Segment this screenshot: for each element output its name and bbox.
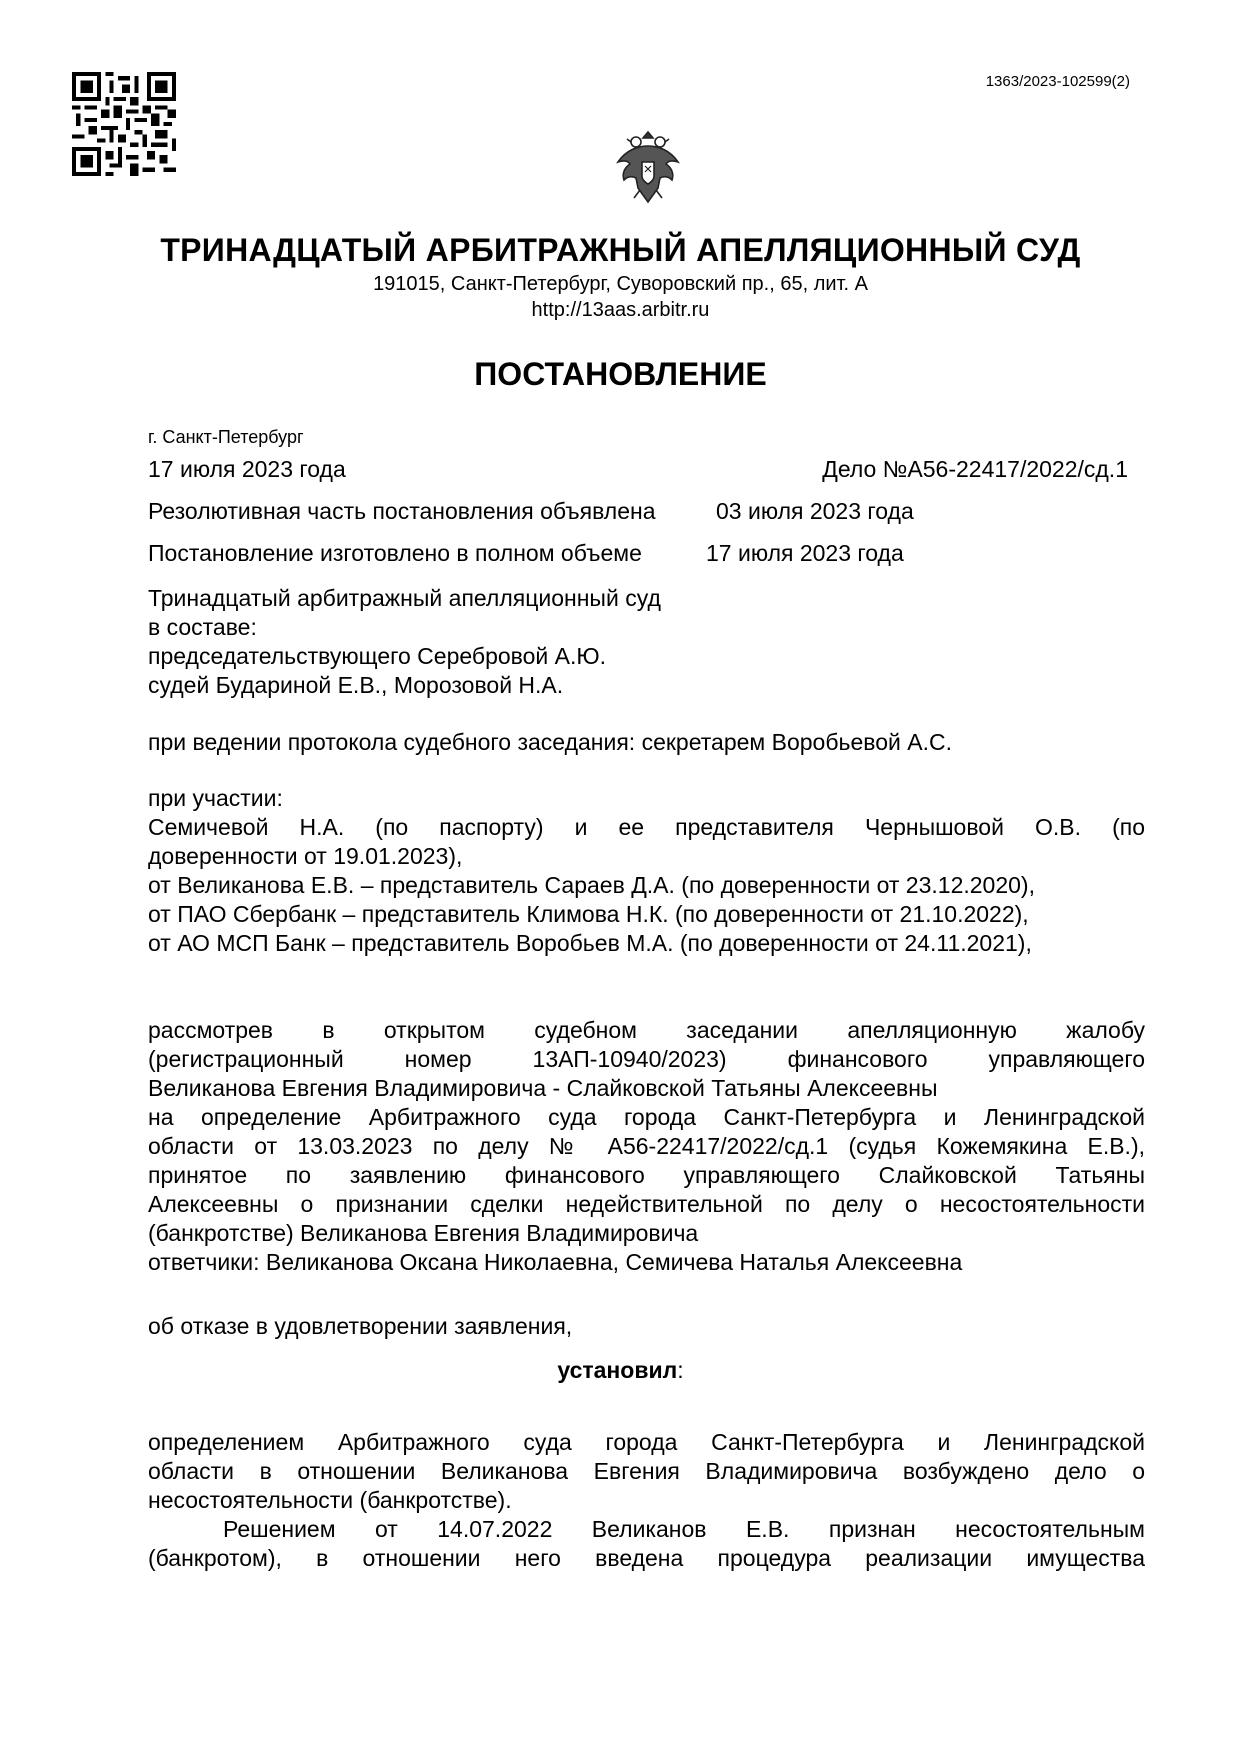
participation-line: от Великанова Е.В. – представитель Сараев Д.А. (по доверенности от 23.12.2020), xyxy=(148,872,1035,898)
participation-line: доверенности от 19.01.2023), xyxy=(148,843,463,869)
established-word: установил xyxy=(557,1357,678,1383)
document-id: 1363/2023-102599(2) xyxy=(985,73,1130,90)
secretary-line: при ведении протокола судебного заседания: секретарем Воробьевой А.С. xyxy=(148,729,952,755)
resolution-date: 03 июля 2023 года xyxy=(716,498,914,524)
body-block xyxy=(148,1428,1145,1573)
participation-line: от ПАО Сбербанк – представитель Климова Н.К. (по доверенности от 21.10.2022), xyxy=(148,901,1029,927)
refusal-line: об отказе в удовлетворении заявления, xyxy=(148,1313,573,1339)
established-colon: : xyxy=(677,1357,684,1383)
considered-line: рассмотрев в открытом судебном заседании апелляционную жалобу xyxy=(148,1017,1145,1043)
court-website: http://13aas.arbitr.ru xyxy=(531,299,710,321)
participation-line: от АО МСП Банк – представитель Воробьев М.А. (по доверенности от 24.11.2021), xyxy=(148,930,1032,956)
date-case-row xyxy=(148,456,1128,483)
court-name: ТРИНАДЦАТЫЙ АРБИТРАЖНЫЙ АПЕЛЛЯЦИОННЫЙ СУД xyxy=(160,232,1081,268)
considered-block xyxy=(148,1016,1145,1277)
city: г. Санкт-Петербург xyxy=(148,427,304,447)
body-line: несостоятельности (банкротстве). xyxy=(148,1487,512,1513)
considered-line: области от 13.03.2023 по делу № А56-22417/2022/сд.1 (судья Кожемякина Е.В.), xyxy=(148,1133,1145,1159)
document-date: 17 июля 2023 года xyxy=(148,456,346,482)
court-composition xyxy=(148,584,1145,700)
considered-line: на определение Арбитражного суда города Санкт-Петербурга и Ленинградской xyxy=(148,1104,1145,1130)
composition-line: Тринадцатый арбитражный апелляционный суд xyxy=(148,585,661,611)
composition-line: судей Будариной Е.В., Морозовой Н.А. xyxy=(148,672,564,698)
composition-line: председательствующего Серебровой А.Ю. xyxy=(148,643,607,669)
coat-of-arms-icon xyxy=(608,124,688,208)
court-address: 191015, Санкт-Петербург, Суворовский пр., 65, лит. А xyxy=(373,273,868,295)
participation-line: Семичевой Н.А. (по паспорту) и ее представителя Чернышовой О.В. (по xyxy=(148,814,1145,840)
body-line: области в отношении Великанова Евгения Владимировича возбуждено дело о xyxy=(148,1458,1145,1484)
participation-heading: при участии: xyxy=(148,785,283,811)
considered-line: Великанова Евгения Владимировича - Слайковской Татьяны Алексеевны xyxy=(148,1075,938,1101)
composition-line: в составе: xyxy=(148,614,257,640)
full-text-date: 17 июля 2023 года xyxy=(706,540,904,566)
considered-line: (регистрационный номер 13АП-10940/2023) финансового управляющего xyxy=(148,1046,1145,1072)
body-line: Решением от 14.07.2022 Великанов Е.В. признан несостоятельным xyxy=(223,1516,1145,1542)
considered-line: ответчики: Великанова Оксана Николаевна, Семичева Наталья Алексеевна xyxy=(148,1249,963,1275)
considered-line: (банкротстве) Великанова Евгения Владимировича xyxy=(148,1220,699,1246)
participation-block xyxy=(148,784,1145,958)
body-line: (банкротом), в отношении него введена процедура реализации имущества xyxy=(148,1545,1145,1571)
case-number: Дело №А56-22417/2022/сд.1 xyxy=(822,456,1128,482)
established-heading xyxy=(0,1357,1241,1384)
considered-line: принятое по заявлению финансового управляющего Слайковской Татьяны xyxy=(148,1162,1145,1188)
considered-line: Алексеевны о признании сделки недействительной по делу о несостоятельности xyxy=(148,1191,1145,1217)
document-title: ПОСТАНОВЛЕНИЕ xyxy=(474,356,767,392)
full-text-row xyxy=(148,540,1128,567)
body-line: определением Арбитражного суда города Санкт-Петербурга и Ленинградской xyxy=(148,1429,1145,1455)
resolution-label: Резолютивная часть постановления объявлена xyxy=(148,498,656,524)
resolution-row xyxy=(148,498,1128,525)
qr-code-icon xyxy=(72,72,176,176)
full-text-label: Постановление изготовлено в полном объеме xyxy=(148,540,642,566)
